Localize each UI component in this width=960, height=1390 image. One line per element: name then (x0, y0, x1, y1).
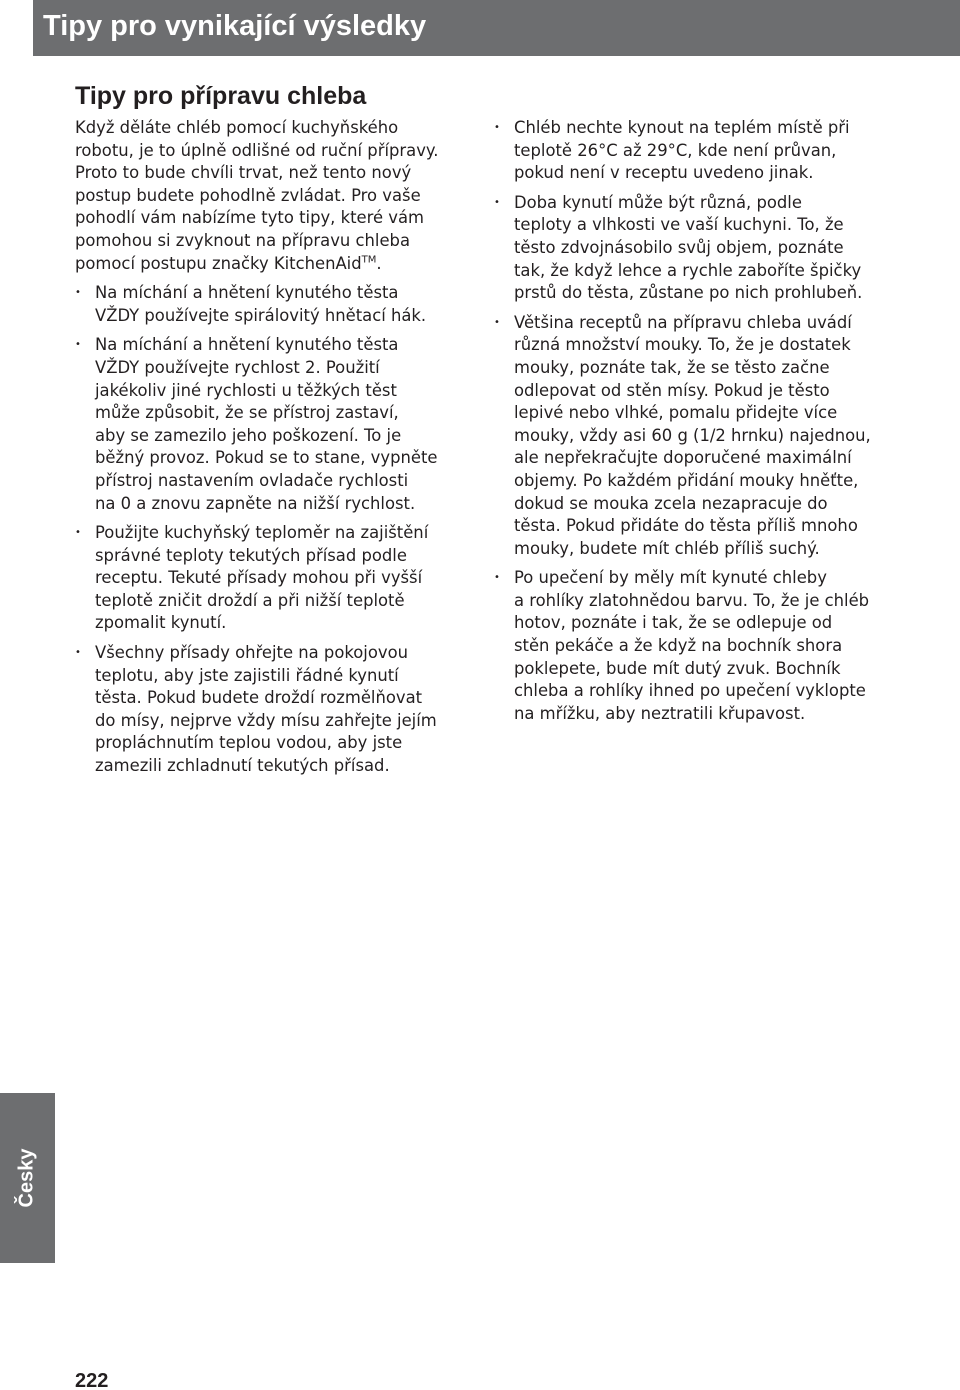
intro-paragraph (75, 117, 470, 275)
language-tab (0, 1093, 55, 1263)
left-bullet-list (75, 282, 470, 777)
language-tab-label: Česky (15, 1148, 38, 1208)
right-column (494, 117, 894, 732)
list-item (494, 312, 894, 561)
list-item (494, 567, 894, 725)
list-item (75, 522, 470, 635)
bullet-icon: • (494, 572, 500, 584)
section-title: Tipy pro přípravu chleba (75, 82, 367, 110)
left-column (75, 117, 470, 785)
list-item (494, 192, 894, 305)
list-item (75, 334, 470, 515)
bullet-icon: • (494, 122, 500, 133)
list-item-text: Na míchání a hnětení kynutého těsta VŽDY používejte spirálovitý hnětací hák. (95, 283, 427, 325)
trademark-mark: TM (361, 254, 377, 266)
bullet-icon: • (494, 316, 500, 328)
intro-end: . (376, 253, 382, 273)
bullet-icon: • (75, 287, 81, 299)
list-item-text: Na míchání a hnětení kynutého těsta VŽDY používejte rychlost 2. Použití jakékoliv jiné rychlosti u těžkých těst může způsobit, že se přístroj zastaví, aby se zamezilo jeho poškození. To je běžný provoz. Pokud se to stane, vypněte přístroj nastavením ovladače rychlosti na 0 a znovu zapněte na nižší rychlost. (95, 335, 438, 513)
right-bullet-list (494, 117, 894, 725)
bullet-icon: • (75, 339, 81, 351)
list-item-text: Všechny přísady ohřejte na pokojovou teplotu, aby jste zajistili řádné kynutí těsta. Pokud budete droždí rozmělňovat do mísy, nejprve vždy mísu zahřejte jejím propláchnutím teplou vodou, aby jste zamezili zchladnutí tekutých přísad. (95, 643, 437, 776)
list-item-text: Použijte kuchyňský teploměr na zajištění správné teploty tekutých přísad podle receptu. Tekuté přísady mohou při vyšší teplotě zničit droždí a při nižší teplotě zpomalit kynutí. (95, 523, 429, 633)
bullet-icon: • (75, 647, 81, 659)
intro-text: Když děláte chléb pomocí kuchyňského robotu, je to úplně odlišné od ruční přípravy. Proto to bude chvíli trvat, než tento nový postup budete pohodlně zvládat. Pro vaše pohodlí vám nabízíme tyto tipy, které vám pomohou si zvyknout na přípravu chleba pomocí postupu značky KitchenAid (75, 118, 439, 273)
bullet-icon: • (75, 527, 81, 539)
page-number: 222 (75, 1370, 109, 1390)
list-item-text: Po upečení by měly mít kynuté chleby a rohlíky zlatohnědou barvu. To, že je chléb hotov, poznáte i tak, že se odlepuje od stěn pekáče a že když na bochník shora poklepete, bude mít dutý zvuk. Bochník chleba a rohlíky ihned po upečení vyklopte na mřížku, aby neztratili křupavost. (514, 568, 870, 723)
list-item (494, 117, 894, 185)
list-item (75, 282, 470, 327)
list-item (75, 642, 470, 778)
page-header-title: Tipy pro vynikající výsledky (43, 10, 427, 42)
list-item-text: Většina receptů na přípravu chleba uvádí různá množství mouky. To, že je dostatek mouky, poznáte tak, že se těsto začne odlepovat od stěn mísy. Pokud je těsto lepivé nebo vlhké, pomalu přidejte více mouky, vždy asi 60 g (1/2 hrnku) najednou, ale nepřekračujte doporučené maximální objemy. Po každém přidání mouky hněťte, dokud se mouka zcela nezapracuje do těsta. Pokud přidáte do těsta příliš mnoho mouky, budete mít chléb příliš suchý. (514, 312, 871, 558)
list-item-text: Chléb nechte kynout na teplém místě při teplotě 26°C až 29°C, kde není průvan, pokud není v receptu uvedeno jinak. (514, 118, 850, 183)
bullet-icon: • (494, 196, 500, 208)
list-item-text: Doba kynutí může být různá, podle teploty a vlhkosti ve vaší kuchyni. To, že těsto zdvojnásobilo svůj objem, poznáte tak, že když lehce a rychle zaboříte špičky prstů do těsta, zůstane po nich prohlubeň. (514, 192, 863, 303)
